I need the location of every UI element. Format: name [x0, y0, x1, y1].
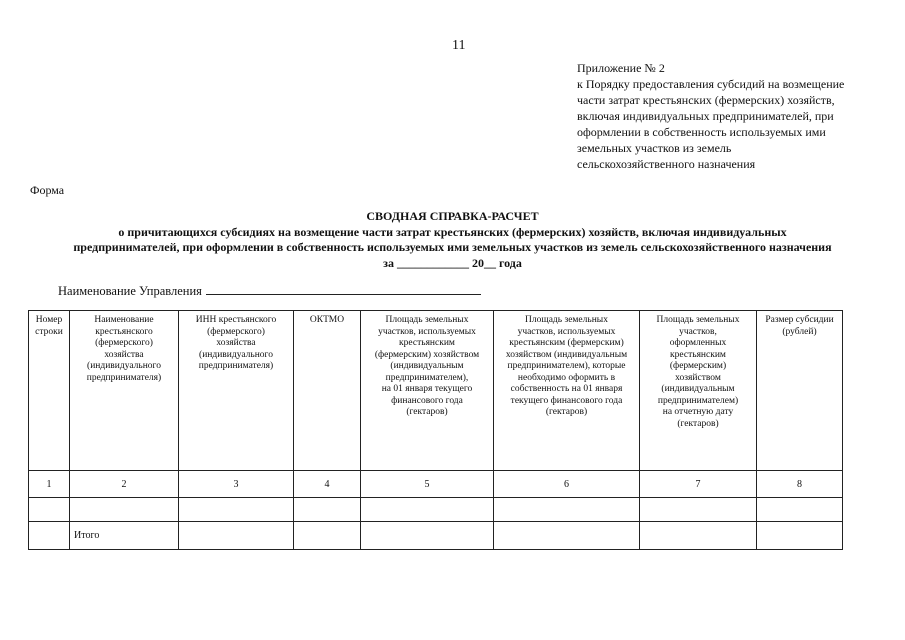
table-cell — [294, 522, 361, 550]
column-header-line: крестьянским — [399, 338, 455, 348]
column-header — [29, 311, 70, 471]
column-number: 1 — [29, 471, 70, 498]
title-line: предпринимателей, при оформлении в собственность используемых ими земельных участков из земель сельскохозяйственного назначения — [73, 240, 832, 254]
column-header-line: (индивидуального — [87, 361, 161, 371]
column-header-line: предпринимателем), — [385, 372, 469, 383]
column-header — [757, 311, 843, 471]
appendix-line: Приложение № 2 — [577, 61, 665, 75]
column-header-line: хозяйства — [216, 338, 256, 348]
table-cell — [640, 498, 757, 522]
column-number: 3 — [179, 471, 294, 498]
column-header-line: хозяйством — [675, 372, 721, 383]
table-cell — [494, 522, 640, 550]
department-field — [58, 283, 481, 299]
column-header-line: Площадь земельных — [656, 315, 740, 325]
column-header-line: на 01 января текущего — [381, 384, 473, 394]
summary-table — [28, 310, 843, 550]
appendix-line: оформлении в собственность используемых ими — [577, 125, 826, 139]
column-header-line: собственность на 01 января — [510, 384, 623, 394]
column-header-line: (фермерского) — [207, 326, 265, 337]
column-header-line: крестьянского — [95, 326, 153, 337]
department-label: Наименование Управления — [58, 284, 202, 298]
column-number: 8 — [757, 471, 843, 498]
column-header-line: Площадь земельных — [385, 315, 469, 325]
column-header — [70, 311, 179, 471]
document-title — [20, 209, 885, 271]
table-cell — [179, 498, 294, 522]
column-header-line: (гектаров) — [677, 418, 719, 429]
column-header-line: ОКТМО — [309, 315, 345, 325]
table-cell — [361, 522, 494, 550]
total-row — [29, 522, 843, 550]
column-header-line: крестьянским — [670, 349, 726, 360]
column-header-line: (фермерским) хозяйством — [374, 349, 480, 360]
column-header-line: предпринимателем), которые — [507, 361, 626, 371]
column-header-line: участков, используемых — [378, 326, 476, 337]
table-row — [29, 498, 843, 522]
appendix-line: земельных участков из земель — [577, 141, 732, 155]
column-header-line: предпринимателем) — [657, 395, 739, 406]
page-number: 11 — [452, 38, 466, 53]
column-header-line: (индивидуальным — [661, 384, 735, 394]
table-cell — [29, 498, 70, 522]
column-header — [179, 311, 294, 471]
column-header-line: (рублей) — [782, 326, 817, 337]
column-header-line: Размер субсидии — [765, 315, 834, 325]
column-header — [294, 311, 361, 471]
appendix-line: сельскохозяйственного назначения — [577, 157, 756, 171]
column-number: 5 — [361, 471, 494, 498]
table-cell — [640, 522, 757, 550]
table-cell — [29, 522, 70, 550]
appendix-line: к Порядку предоставления субсидий на возмещение — [577, 77, 845, 91]
appendix-note — [577, 60, 877, 172]
column-header — [361, 311, 494, 471]
column-header-line: на отчетную дату — [662, 407, 734, 417]
column-header-line: текущего финансового года — [510, 395, 623, 406]
table-cell — [179, 522, 294, 550]
column-header-line: крестьянским (фермерским) — [509, 338, 624, 348]
column-number-row — [29, 471, 843, 498]
table-cell — [361, 498, 494, 522]
column-header-line: необходимо оформить в — [517, 372, 616, 383]
column-header-line: оформленных — [669, 338, 727, 348]
table-cell — [494, 498, 640, 522]
column-header-line: участков, — [679, 326, 717, 337]
column-number: 7 — [640, 471, 757, 498]
column-header-line: хозяйства — [104, 349, 144, 360]
department-blank-line — [206, 283, 481, 295]
column-header-line: предпринимателя) — [198, 361, 274, 371]
column-header-line: строки — [35, 326, 63, 337]
column-number: 4 — [294, 471, 361, 498]
column-number: 2 — [70, 471, 179, 498]
table-cell — [70, 498, 179, 522]
column-header — [640, 311, 757, 471]
column-header-line: (индивидуального — [199, 349, 273, 360]
column-header-line: Наименование — [94, 315, 154, 325]
column-header-line: участков, используемых — [517, 326, 616, 337]
column-header-line: Площадь земельных — [525, 315, 608, 325]
form-label: Форма — [30, 183, 65, 197]
title-heading: СВОДНАЯ СПРАВКА-РАСЧЕТ — [366, 209, 539, 223]
table-cell — [294, 498, 361, 522]
column-header-line: хозяйством (индивидуальным — [505, 349, 628, 360]
column-header-line: (гектаров) — [545, 407, 588, 417]
appendix-line: части затрат крестьянских (фермерских) хозяйств, — [577, 93, 835, 107]
column-header-line: (гектаров) — [406, 407, 448, 417]
column-header-line: Номер — [35, 315, 63, 325]
total-label: Итого — [70, 522, 179, 550]
column-header-line: финансового года — [391, 395, 463, 406]
table-cell — [757, 522, 843, 550]
title-line: о причитающихся субсидиях на возмещение части затрат крестьянских (фермерских) хозяйств, включая индивидуальных — [118, 224, 787, 239]
column-number: 6 — [494, 471, 640, 498]
table-cell — [757, 498, 843, 522]
title-period: за ____________ 20__ года — [383, 255, 522, 270]
appendix-line: включая индивидуальных предпринимателей, при — [577, 109, 834, 123]
column-header — [494, 311, 640, 471]
column-header-line: (индивидуальным — [390, 361, 464, 371]
column-header-line: (фермерского) — [95, 338, 153, 348]
column-header-line: предпринимателя) — [86, 372, 162, 383]
table-header-row — [29, 311, 843, 471]
column-header-line: (фермерским) — [669, 361, 727, 371]
column-header-line: ИНН крестьянского — [195, 315, 277, 325]
